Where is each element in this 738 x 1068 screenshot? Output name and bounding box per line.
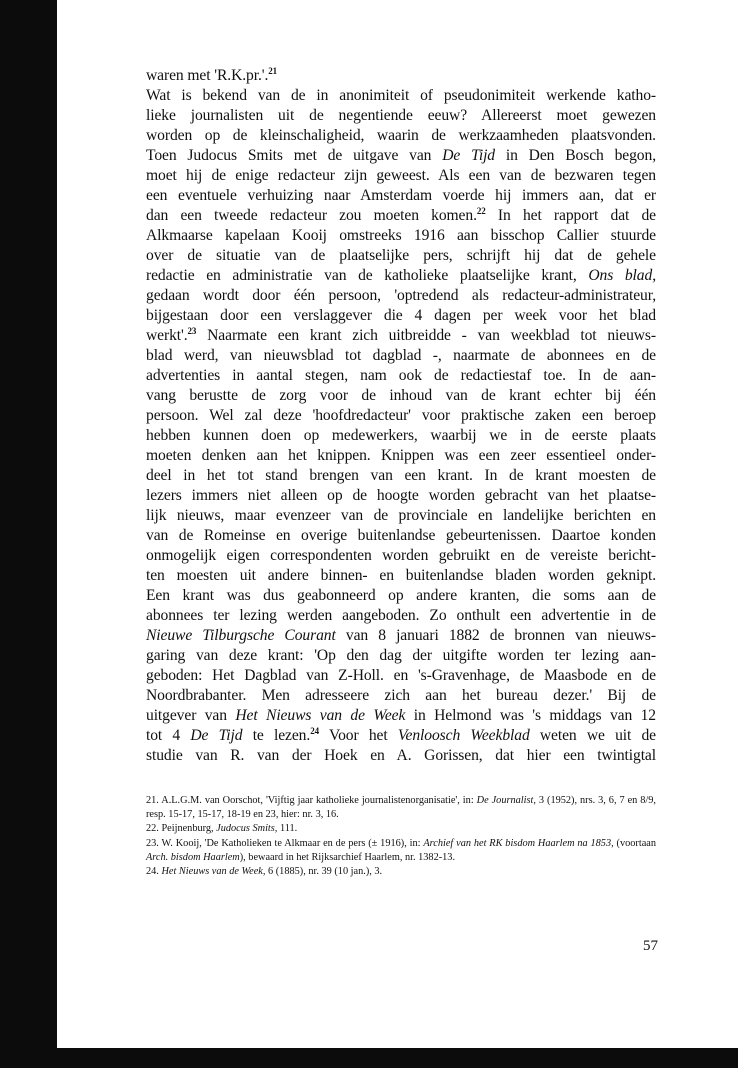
text-line: persoon. Wel zal deze 'hoofdredacteur' voor praktische zaken een beroep — [146, 407, 656, 424]
footnote-23: 23. W. Kooij, 'De Katholieken te Alkmaar en de pers (± 1916), in: Archief van het RK bisdom Haarlem na 1853, (voortaan Arch. bisdom Haarlem), bewaard in het Rijksarchief Haarlem, nr. 1382-13. — [146, 837, 656, 863]
text-line: blad werd, van nieuwsblad tot dagblad -, naarmate de abonnees en de — [146, 347, 656, 364]
footnote-marker: 22 — [476, 206, 486, 216]
text-line: lieke journalisten uit de negentiende eeuw? Allereerst moet gewezen — [146, 107, 656, 124]
text-line: ten moesten uit andere binnen- en buitenlandse bladen worden geknipt. — [146, 567, 656, 584]
text-line: een eventuele verhuizing naar Amsterdam voerde hij immers aan, dat er — [146, 187, 656, 204]
text-line: Alkmaarse kapelaan Kooij omstreeks 1916 aan bisschop Callier stuurde — [146, 227, 656, 244]
text-line: worden op de kleinschaligheid, waarin de werkzaamheden plaatsvonden. — [146, 127, 656, 144]
title-het-nieuws-van-de-week: Het Nieuws van de Week — [235, 707, 406, 724]
text-line: werkt'.$^{23}$ Naarmate een krant zich uitbreidde - van weekblad tot nieuws- — [146, 326, 656, 344]
text-line: abonnees ter lezing werden aangeboden. Zo onthult een advertentie in de — [146, 607, 656, 624]
text-line: Noordbrabanter. Men adresseere zich aan het bureau dezer.' Bij de — [146, 687, 656, 704]
scan-border-bottom — [0, 1048, 738, 1068]
text-line: van de Romeinse en overige buitenlandse gebeurtenissen. Daartoe konden — [146, 527, 656, 544]
text-line: studie van R. van der Hoek en A. Gorissen, dat hier een twintigtal — [146, 747, 656, 764]
page-body — [146, 66, 656, 766]
text-line: onmogelijk eigen correspondenten worden gebruikt en de vereiste bericht- — [146, 547, 656, 564]
footnote-marker: 21 — [268, 66, 278, 76]
body-paragraph — [146, 66, 656, 766]
text-line: moeten denken aan het knippen. Knippen was een zeer essentieel onder- — [146, 447, 656, 464]
text-line: Toen Judocus Smits met de uitgave van De Tijd in Den Bosch begon, — [146, 147, 656, 164]
text-line: hebben kunnen doen op medewerkers, waarbij we in de eerste plaats — [146, 427, 656, 444]
title-de-tijd: De Tijd — [190, 727, 243, 744]
title-venloosch-weekblad: Venloosch Weekblad — [397, 727, 530, 744]
text-line: moet hij de enige redacteur zijn geweest. Als een van de bezwaren tegen — [146, 167, 656, 184]
text-line: lezers immers niet alleen op de hoogte worden gebracht van het plaatse- — [146, 487, 656, 504]
text-line: deel in het tot stand brengen van een krant. In de krant moesten de — [146, 467, 656, 484]
footnote-24: 24. Het Nieuws van de Week, 6 (1885), nr. 39 (10 jan.), 3. — [146, 866, 383, 878]
title-ons-blad: Ons blad — [588, 267, 653, 284]
text-line: bijgestaan door een verslaggever die 4 dagen per week voor het blad — [146, 307, 656, 324]
scan-border-left — [0, 0, 57, 1068]
text-line: dan een tweede redacteur zou moeten komen.$^{22}$ In het rapport dat de — [146, 206, 656, 224]
text-line: vang berustte de zorg voor de inhoud van de krant echter bij één — [146, 387, 656, 404]
footnote-22: 22. Peijnenburg, Judocus Smits, 111. — [146, 823, 298, 835]
text-line: gedaan wordt door één persoon, 'optredend als redacteur-administrateur, — [146, 287, 656, 304]
text-line: Een krant was dus geabonneerd op andere kranten, die soms aan de — [146, 587, 656, 604]
page-number: 57 — [643, 938, 658, 954]
text-line: uitgever van Het Nieuws van de Week in Helmond was 's middags van 12 — [146, 707, 656, 724]
footnotes — [146, 794, 656, 879]
text-line: garing van deze krant: 'Op den dag der uitgifte worden ter lezing aan- — [146, 647, 656, 664]
text-line: lijk nieuws, maar evenzeer van de provinciale en landelijke berichten en — [146, 507, 656, 524]
title-nieuwe-tilburgsche-courant: Nieuwe Tilburgsche Courant — [146, 627, 336, 644]
footnote-marker: 23 — [187, 326, 197, 336]
text-line: Nieuwe Tilburgsche Courant van 8 januari 1882 de bronnen van nieuws- — [146, 627, 656, 644]
footnote-marker: 24 — [310, 726, 319, 736]
text-line: waren met 'R.K.pr.'.$^{21}$ — [146, 66, 278, 84]
text-line: Wat is bekend van de in anonimiteit of pseudonimiteit werkende katho- — [146, 87, 656, 104]
text-line: over de situatie van de plaatselijke pers, schrijft hij dat de gehele — [146, 247, 656, 264]
text-line: geboden: Het Dagblad van Z-Holl. en 's-Gravenhage, de Maasbode en de — [146, 667, 656, 684]
text-line: tot 4 De Tijd te lezen.$^{24}$ Voor het Venloosch Weekblad weten we uit de — [146, 726, 656, 744]
text-line: redactie en administratie van de katholieke plaatselijke krant, Ons blad, — [146, 267, 656, 284]
footnote-21: 21. A.L.G.M. van Oorschot, 'Vijftig jaar katholieke journalistenorganisatie', in: De Journalist, 3 (1952), nrs. 3, 6, 7 en 8/9, resp. 15-17, 15-17, 18-19 en 23, hier: nr. 3, 16. — [146, 795, 656, 821]
text-line: advertenties in aantal stegen, nam ook de redactiestaf toe. In de aan- — [146, 367, 656, 384]
title-de-tijd: De Tijd — [442, 147, 495, 164]
